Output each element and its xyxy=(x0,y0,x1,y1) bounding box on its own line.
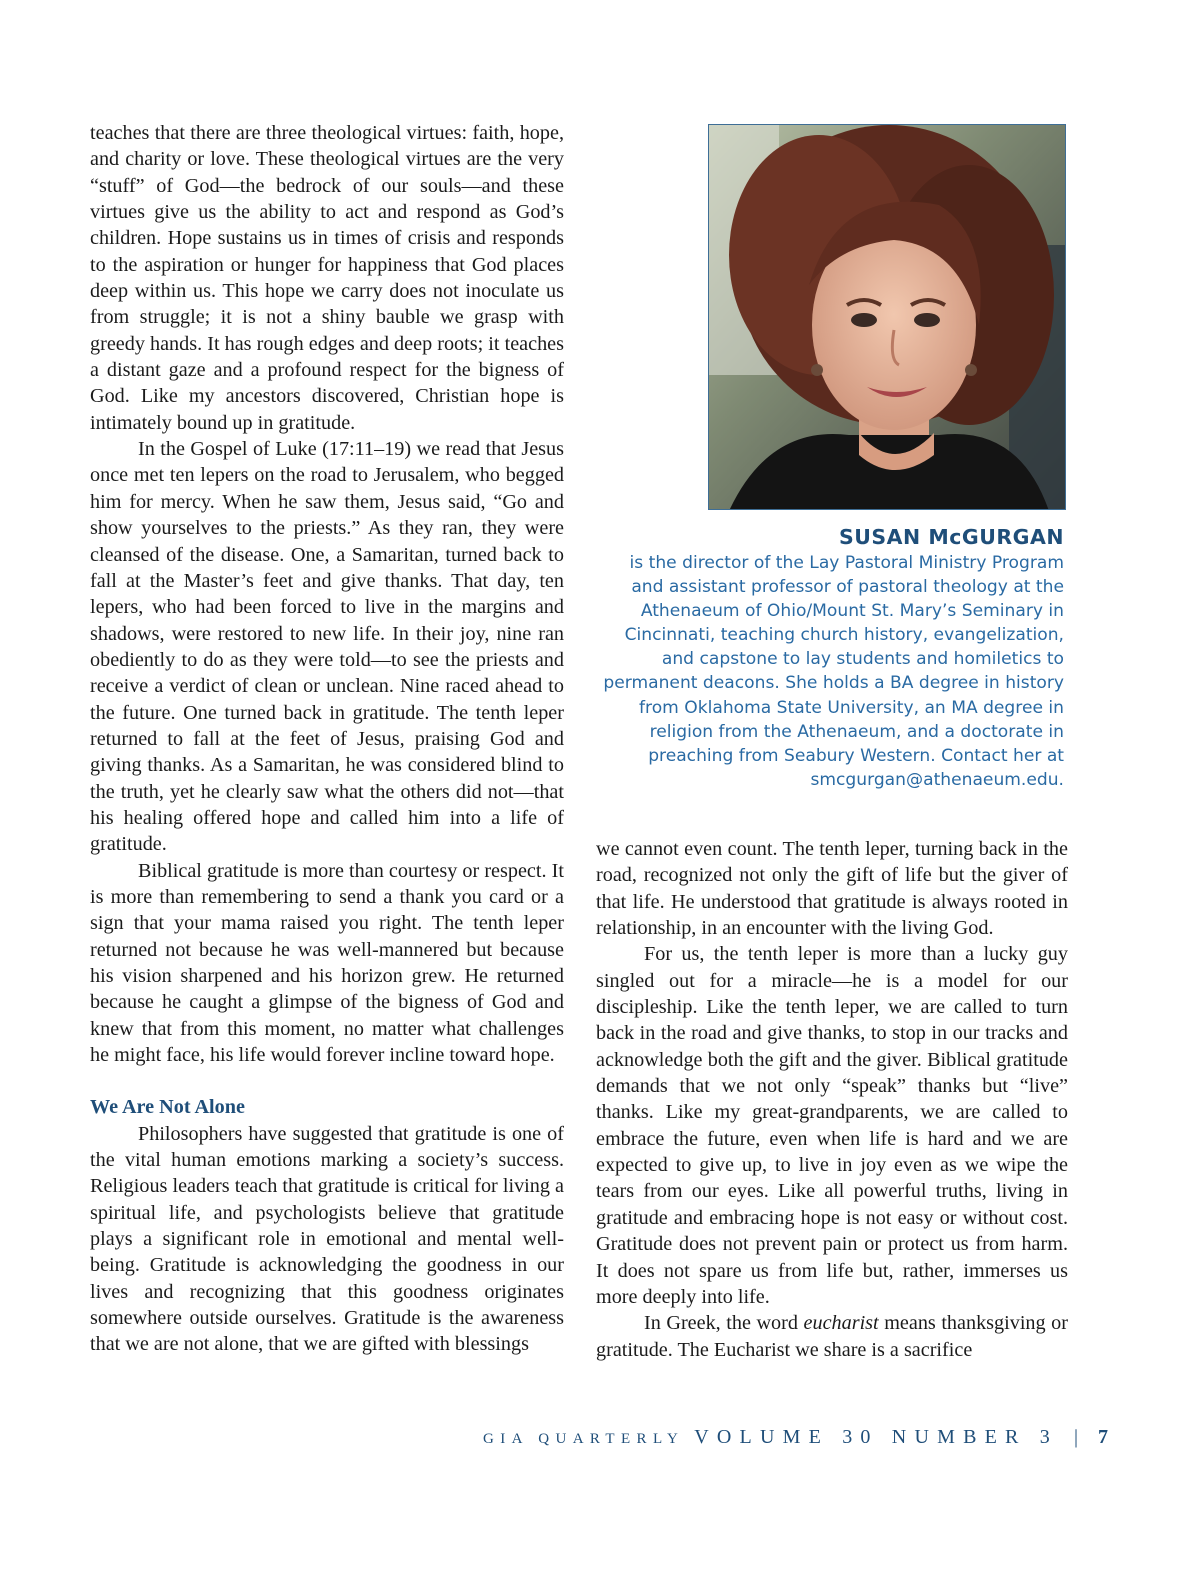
italic-term: eucharist xyxy=(803,1312,879,1335)
text-run: In Greek, the word xyxy=(644,1312,804,1335)
page-number: 7 xyxy=(1098,1426,1108,1448)
article-left-column xyxy=(90,120,564,1358)
section-subheading: We Are Not Alone xyxy=(90,1096,245,1119)
volume-number: VOLUME 30 NUMBER 3 xyxy=(694,1426,1058,1448)
article-paragraph: Biblical gratitude is more than courtesy or respect. It is more than remembering to send a thank you card or a sign that your mama raised you right. The tenth leper returned not because he was well-mannered but because his vision sharpened and his horizon grew. He returned because he caught a glimpse of the bigness of God and knew that from this moment, no matter what challenges he might face, his life would forever incline toward hope. xyxy=(90,859,564,1067)
article-paragraph: In the Gospel of Luke (17:11–19) we read that Jesus once met ten lepers on the road to Jerusalem, who begged him for mercy. When he saw them, Jesus said, “Go and show yourselves to the priests.” As they ran, they were cleansed of the disease. One, a Samaritan, turned back to fall at the Master’s feet and give thanks. That day, ten lepers, who had been forced to live in the margins and shadows, were restored to new life. In their joy, nine ran obediently to do as they were told—to see the priests and receive a verdict of clean or unclean. Nine raced ahead to the future. One turned back in gratitude. The tenth leper returned to fall at the feet of Jesus, praising God and giving thanks. As a Samaritan, he was considered blind to the truth, yet he clearly saw what the others did not—that his healing offered hope and called him into a life of gratitude. xyxy=(90,438,564,856)
author-bio xyxy=(600,523,1064,792)
publication-name: GIA QUARTERLY xyxy=(483,1431,685,1447)
author-name: SUSAN McGURGAN xyxy=(839,525,1064,549)
article-right-column xyxy=(596,836,1068,1363)
article-paragraph: For us, the tenth leper is more than a lucky guy singled out for a miracle—he is a model for our discipleship. Like the tenth leper, we are called to turn back in the road and give thanks, to stop in our tracks and acknowledge both the gift and the giver. Biblical gratitude demands that we not only “speak” thanks but “live” thanks. Like my great-grandparents, we are called to embrace the future, even when life is hard and we are expected to give up, to live in joy even as we wipe the tears from our eyes. Like all powerful truths, living in gratitude and embracing hope is not easy or without cost. Gratitude does not prevent pain or protect us from harm. It does not spare us from life but, rather, immerses us more deeply into life. xyxy=(596,943,1068,1308)
article-paragraph: Philosophers have suggested that gratitude is one of the vital human emotions marking a society’s success. Religious leaders teach that gratitude is critical for living a spiritual life, and psychologists believe that gratitude plays a significant role in emotional and mental well-being. Gratitude is acknowledging the goodness in our lives and recognizing that this goodness originates somewhere outside ourselves. Gratitude is the awareness that we are not alone, that we are gifted with blessings xyxy=(90,1122,564,1356)
text-run: means thanksgiving or gratitude. The Eucharist we share is a sacrifice xyxy=(596,1312,1068,1361)
author-bio-text: is the director of the Lay Pastoral Ministry Program and assistant professor of pastoral theology at the Athenaeum of Ohio/Mount St. Mary’s Seminary in Cincinnati, teaching church history, evangelization, and capstone to lay students and homiletics to permanent deacons. She holds a BA degree in history from Oklahoma State University, an MA degree in religion from the Athenaeum, and a doctorate in preaching from Seabury Western. Contact her at smcgurgan@athenaeum.edu. xyxy=(603,553,1064,790)
article-paragraph-eucharist xyxy=(596,1310,1068,1363)
article-paragraph: teaches that there are three theological virtues: faith, hope, and charity or love. These theological virtues are the very “stuff” of God—the bedrock of our souls—and these virtues give us the ability to act and respond as God’s children. Hope sustains us in times of crisis and responds to the aspiration or hunger for happiness that God places deep within us. This hope we carry does not inoculate us from struggle; it is not a shiny bauble we grasp with greedy hands. It has rough edges and deep roots; it teaches a distant gaze and a profound respect for the bigness of God. Like my ancestors discovered, Christian hope is intimately bound up in gratitude. xyxy=(90,122,564,434)
footer-separator: | xyxy=(1073,1426,1078,1448)
author-photo xyxy=(708,124,1066,510)
page-footer xyxy=(483,1426,1108,1456)
article-paragraph: we cannot even count. The tenth leper, turning back in the road, recognized not only the gift of life but the giver of that life. He understood that gratitude is always rooted in relationship, in an encounter with the living God. xyxy=(596,838,1068,940)
